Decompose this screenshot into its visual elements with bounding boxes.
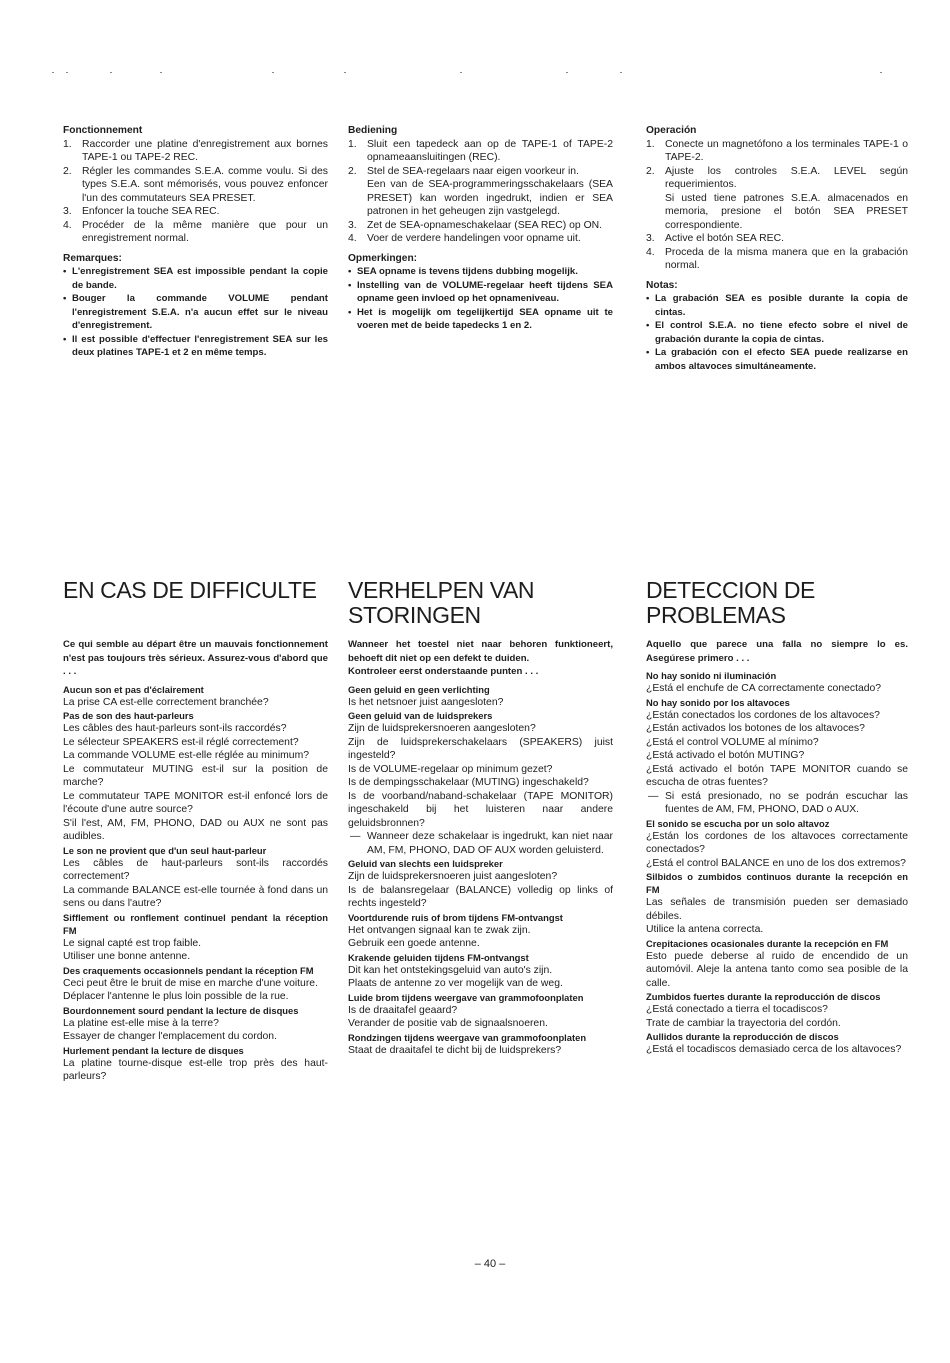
- dutch-trouble-intro: Wanneer het toestel niet naar behoren funktioneert, behoeft dit niet op een defekt te duiden.: [348, 639, 613, 664]
- speck: [160, 72, 162, 73]
- scan-specks: [0, 72, 950, 84]
- problem-heading: Silbidos o zumbidos continuos durante la recepción en FM: [646, 871, 908, 895]
- step-number: 3.: [348, 219, 357, 231]
- problem-heading: Geen geluid van de luidsprekers: [348, 710, 493, 721]
- speck: [272, 72, 274, 73]
- dash-mark: —: [648, 790, 659, 802]
- problem-heading: Geen geluid en geen verlichting: [348, 683, 490, 695]
- spanish-trouble-intro: Aquello que parece una falla no siempre lo es. Asegúrese primero . . .: [646, 639, 908, 664]
- check-item: Is de voorband/naband-schakelaar (TAPE MONITOR) ingeschakeld bij het luisteren naar andere geluidsbronnen?: [348, 790, 613, 829]
- step-number: 1.: [646, 138, 655, 150]
- check-item: Is de dempingsschakelaar (MUTING) ingeschakeld?: [348, 777, 589, 788]
- step-number: 4.: [348, 233, 357, 244]
- french-notes-heading: Remarques:: [63, 252, 122, 264]
- check-item: ¿Está activado el botón MUTING?: [646, 750, 805, 761]
- page-number: – 40 –: [474, 1258, 506, 1270]
- french-note: • L'enregistrement SEA est impossible pendant la copie de bande.: [63, 265, 328, 292]
- check-item: ¿Está el enchufe de CA correctamente conectado?: [646, 683, 882, 694]
- speck: [566, 72, 568, 73]
- speck: [110, 72, 112, 73]
- french-note: • Bouger la commande VOLUME pendant l'enregistrement S.E.A. n'a aucun effet sur le niveau d'enregistrement.: [63, 292, 328, 333]
- spanish-notes: [646, 292, 908, 373]
- remedy-note-text: Si está presionado, no se podrán escuchar las fuentes de AM, FM, PHONO, DAD o AUX.: [665, 790, 908, 815]
- french-step: [63, 165, 328, 206]
- problem-heading: No hay sonido ni iluminación: [646, 670, 777, 681]
- check-item: Is de balansregelaar (BALANCE) volledig op links of rechts ingesteld?: [348, 884, 613, 909]
- check-item: Essayer de changer l'emplacement du cordon.: [63, 1031, 277, 1042]
- check-item: La commande VOLUME est-elle réglée au minimum?: [63, 750, 310, 761]
- step-text: Proceda de la misma manera que en la grabación normal.: [665, 246, 908, 271]
- check-item: La commande BALANCE est-elle tournée à fond dans un sens ou dans l'autre?: [63, 884, 328, 909]
- speck: [344, 72, 346, 73]
- spanish-note: • El control S.E.A. no tiene efecto sobre el nivel de grabación durante la copia de cintas.: [646, 319, 908, 346]
- spanish-operation-section: [646, 124, 908, 373]
- check-item: Les câbles des haut-parleurs sont-ils raccordés?: [63, 723, 287, 734]
- check-item: Het ontvangen signaal kan te zwak zijn.: [348, 924, 531, 936]
- step-text: Sluit een tapedeck aan op de TAPE-1 of TAPE-2 opnameaansluitingen (REC).: [367, 138, 613, 163]
- check-item: La platine est-elle mise à la terre?: [63, 1017, 219, 1029]
- dash-mark: —: [350, 831, 361, 842]
- french-step: [63, 219, 328, 246]
- dutch-operation-heading: Bediening: [348, 125, 398, 136]
- step-text: Raccorder une platine d'enregistrement aux bornes TAPE-1 ou TAPE-2 REC.: [82, 138, 328, 163]
- dutch-step: [348, 165, 613, 179]
- check-item: ¿Está activado el botón TAPE MONITOR cuando se escucha de otras fuentes?: [646, 763, 908, 788]
- problem-heading: Bourdonnement sourd pendant la lecture de disques: [63, 1004, 299, 1016]
- dutch-notes-heading: Opmerkingen:: [348, 252, 418, 264]
- step-number: 2.: [348, 165, 357, 177]
- french-trouble-title: EN CAS DE DIFFICULTE: [63, 577, 317, 603]
- dutch-trouble-title-line2: STORINGEN: [348, 602, 481, 628]
- spanish-notes-heading: Notas:: [646, 279, 678, 291]
- problem-heading: No hay sonido por los altavoces: [646, 696, 790, 708]
- step-text: Ajuste los controles S.E.A. LEVEL según requerimientos.: [665, 165, 908, 190]
- check-item: Is het netsnoer juist aangesloten?: [348, 696, 504, 708]
- check-item: Zijn de luidsprekersnoeren juist aangesloten?: [348, 871, 558, 882]
- check-item: Les câbles de haut-parleurs sont-ils raccordés correctement?: [63, 857, 328, 882]
- step-number: 3.: [646, 233, 655, 244]
- dutch-note: • Het is mogelijk om tegelijkertijd SEA opname uit te voeren met de beide tapedecks 1 en 2.: [348, 306, 613, 333]
- problem-heading: Aucun son et pas d'éclairement: [63, 683, 204, 695]
- check-item: Ceci peut être le bruit de mise en marche d'une voiture.: [63, 977, 318, 989]
- speck: [880, 72, 882, 73]
- dutch-trouble-title-line1: VERHELPEN VAN: [348, 577, 535, 603]
- check-item: ¿Están conectados los cordones de los altavoces?: [646, 709, 880, 721]
- dutch-note: • Instelling van de VOLUME-regelaar heeft tijdens SEA opname geen invloed op het opnameniveau.: [348, 279, 613, 306]
- step-text: Procéder de la même manière que pour un enregistrement normal.: [82, 219, 328, 244]
- check-item: Staat de draaitafel te dicht bij de luidsprekers?: [348, 1044, 562, 1056]
- check-item: Dit kan het ontstekingsgeluid van auto's zijn.: [348, 964, 553, 976]
- french-notes: [63, 265, 328, 360]
- check-item: ¿Está el control VOLUME al mínimo?: [646, 736, 819, 748]
- french-operation-section: [63, 124, 328, 360]
- check-item: ¿Está el tocadiscos demasiado cerca de los altavoces?: [646, 1044, 902, 1055]
- french-trouble-title-block: [63, 578, 328, 603]
- check-item: Zijn de luidsprekerschakelaars (SPEAKERS) juist ingesteld?: [348, 736, 613, 761]
- check-item: Las señales de transmisión pueden ser demasiado débiles.: [646, 897, 908, 922]
- step-number: 4.: [63, 219, 72, 231]
- problem-heading: Zumbidos fuertes durante la reproducción de discos: [646, 991, 881, 1002]
- step-text: Enfoncer la touche SEA REC.: [82, 206, 220, 217]
- check-item: Verander de positie vab de signaalsnoeren.: [348, 1018, 548, 1029]
- spanish-step: [646, 192, 908, 233]
- check-item: Is de VOLUME-regelaar op minimum gezet?: [348, 763, 553, 775]
- french-steps: [63, 138, 328, 246]
- dutch-trouble-list: [348, 683, 613, 1058]
- dutch-note: • SEA opname is tevens tijdens dubbing mogelijk.: [348, 265, 613, 279]
- spanish-trouble-title-line1: DETECCION DE: [646, 577, 815, 603]
- step-number: 3.: [63, 206, 72, 217]
- check-item: ¿Está conectado a tierra el tocadiscos?: [646, 1004, 828, 1015]
- spanish-trouble-section: [646, 638, 908, 1057]
- check-item: Utilice la antena correcta.: [646, 924, 764, 935]
- spanish-note: • La grabación con el efecto SEA puede realizarse en ambos altavoces simultáneamente.: [646, 346, 908, 373]
- check-item: ¿Están activados los botones de los altavoces?: [646, 723, 865, 734]
- problem-heading: Krakende geluiden tijdens FM-ontvangst: [348, 951, 529, 963]
- spanish-step: [646, 138, 908, 165]
- check-item: Trate de cambiar la trayectoria del cordón.: [646, 1017, 841, 1029]
- remedy-note: [348, 830, 613, 857]
- problem-heading: Crepitaciones ocasionales durante la recepción en FM: [646, 937, 889, 949]
- speck: [460, 72, 462, 73]
- problem-heading: Le son ne provient que d'un seul haut-parleur: [63, 844, 267, 856]
- step-number: 2.: [63, 165, 72, 177]
- problem-heading: Aullidos durante la reproducción de discos: [646, 1031, 839, 1042]
- dutch-trouble-title-block: [348, 578, 613, 628]
- spanish-trouble-title-block: [646, 578, 908, 628]
- dutch-notes: [348, 265, 613, 333]
- step-text: Stel de SEA-regelaars naar eigen voorkeur in.: [367, 165, 579, 177]
- check-item: Déplacer l'antenne le plus loin possible de la rue.: [63, 991, 289, 1002]
- check-item: Le sélecteur SPEAKERS est-il réglé correctement?: [63, 736, 299, 748]
- problem-heading: Pas de son des haut-parleurs: [63, 710, 194, 721]
- speck: [620, 72, 622, 73]
- remedy-note: [646, 790, 908, 817]
- dutch-operation-section: [348, 124, 613, 333]
- problem-heading: Voortdurende ruis of brom tijdens FM-ontvangst: [348, 911, 563, 923]
- step-text: Zet de SEA-opnameschakelaar (SEA REC) op ON.: [367, 219, 603, 231]
- problem-heading: Hurlement pendant la lecture de disques: [63, 1044, 244, 1056]
- problem-heading: Rondzingen tijdens weergave van grammofoonplaten: [348, 1031, 587, 1043]
- step-text: Régler les commandes S.E.A. comme voulu. Si des types S.E.A. sont mémorisés, vous pouvez enfoncer l'un des commutateurs SEA PRESET.: [82, 165, 328, 204]
- spanish-note: • La grabación SEA es posible durante la copia de cintas.: [646, 292, 908, 319]
- check-item: Is de draaitafel geaard?: [348, 1004, 458, 1016]
- problem-heading: Sifflement ou ronflement continuel pendant la réception FM: [63, 911, 328, 936]
- remedy-note-text: Wanneer deze schakelaar is ingedrukt, kan niet naar AM, FM, PHONO, DAD OF AUX worden geluisterd.: [367, 831, 613, 856]
- spanish-trouble-list: [646, 669, 908, 1057]
- step-text: Conecte un magnetófono a los terminales TAPE-1 o TAPE-2.: [665, 138, 908, 163]
- speck: [66, 72, 68, 73]
- dutch-step: [348, 178, 613, 219]
- dutch-trouble-section: [348, 638, 613, 1057]
- spanish-step: [646, 246, 908, 273]
- french-trouble-list: [63, 683, 328, 1084]
- step-text: Een van de SEA-programmeringsschakelaars (SEA PRESET) kan worden ingedrukt, indien er SEA patronen in het geheugen zijn vastgelegd.: [367, 179, 613, 217]
- spanish-steps: [646, 138, 908, 273]
- step-text: Active el botón SEA REC.: [665, 233, 784, 244]
- check-item: Le commutateur MUTING est-il sur la position de marche?: [63, 763, 328, 788]
- dutch-step: [348, 232, 613, 246]
- step-text: Voer de verdere handelingen voor opname uit.: [367, 233, 581, 244]
- problem-heading: El sonido se escucha por un solo altavoz: [646, 817, 830, 829]
- spanish-operation-heading: Operación: [646, 125, 697, 136]
- step-number: 2.: [646, 165, 655, 177]
- problem-heading: Des craquements occasionnels pendant la réception FM: [63, 964, 314, 976]
- check-item: La prise CA est-elle correctement branchée?: [63, 696, 269, 708]
- step-number: 1.: [348, 138, 357, 150]
- spanish-trouble-title-line2: PROBLEMAS: [646, 602, 786, 628]
- step-text: Si usted tiene patrones S.E.A. almacenados en memoria, presione el botón SEA PRESET correspondiente.: [665, 192, 908, 231]
- french-trouble-intro: Ce qui semble au départ être un mauvais fonctionnement n'est pas toujours très sérieux. Assurez-vous d'abord que . . .: [63, 639, 328, 677]
- spanish-step: [646, 232, 908, 246]
- check-item: Plaats de antenne zo ver mogelijk van de weg.: [348, 978, 563, 989]
- check-item: La platine tourne-disque est-elle trop près des haut-parleurs?: [63, 1057, 328, 1082]
- step-number: 4.: [646, 246, 655, 258]
- dutch-steps: [348, 138, 613, 246]
- check-item: Esto puede deberse al ruido de encendido de un automóvil. Aleje la antena tanto como sea posible de la calle.: [646, 950, 908, 989]
- dutch-trouble-intro-2: Kontroleer eerst onderstaande punten . . .: [348, 666, 539, 677]
- spanish-step: [646, 165, 908, 192]
- check-item: ¿Están los cordones de los altavoces correctamente conectados?: [646, 830, 908, 855]
- french-operation-heading: Fonctionnement: [63, 125, 143, 136]
- check-item: Gebruik een goede antenne.: [348, 938, 480, 949]
- check-item: ¿Está el control BALANCE en uno de los dos extremos?: [646, 857, 906, 869]
- check-item: Le signal capté est trop faible.: [63, 937, 202, 949]
- problem-heading: Luide brom tijdens weergave van grammofoonplaten: [348, 991, 584, 1003]
- french-trouble-section: [63, 638, 328, 1084]
- french-step: [63, 205, 328, 219]
- dutch-step: [348, 219, 613, 233]
- dutch-step: [348, 138, 613, 165]
- step-number: 1.: [63, 138, 72, 150]
- speck: [52, 72, 54, 73]
- french-note: • Il est possible d'effectuer l'enregistrement SEA sur les deux platines TAPE-1 et 2 en même temps.: [63, 333, 328, 360]
- check-item: Utiliser une bonne antenne.: [63, 951, 191, 962]
- french-step: [63, 138, 328, 165]
- check-item: Le commutateur TAPE MONITOR est-il enfoncé lors de l'écoute d'une autre source?: [63, 790, 328, 815]
- check-item: S'il l'est, AM, FM, PHONO, DAD ou AUX ne sont pas audibles.: [63, 817, 328, 842]
- check-item: Zijn de luidsprekersnoeren aangesloten?: [348, 723, 536, 734]
- problem-heading: Geluid van slechts een luidspreker: [348, 858, 503, 869]
